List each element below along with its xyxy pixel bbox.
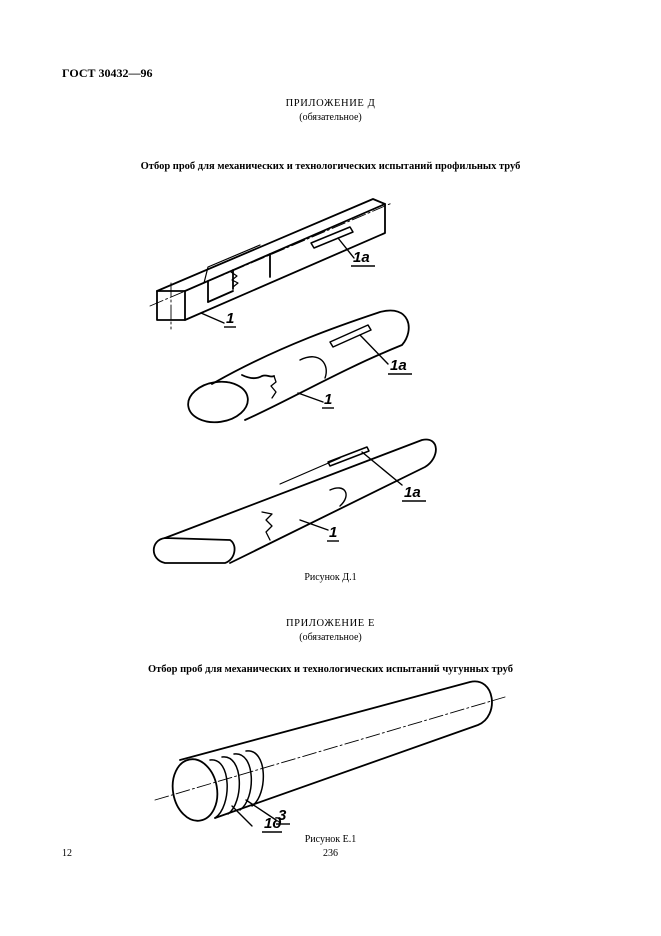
flat-oval-tube-drawing	[154, 440, 436, 563]
appendix-d-heading: ПРИЛОЖЕНИЕ Д	[285, 98, 376, 109]
figure-d1-caption: Рисунок Д.1	[304, 572, 357, 583]
label-1d: 1д	[264, 815, 282, 832]
standard-header: ГОСТ 30432—96	[62, 66, 153, 80]
square-tube-drawing	[157, 199, 385, 320]
label-1a-square: 1а	[353, 249, 370, 266]
appendix-d-status: (обязательное)	[299, 112, 362, 123]
label-3: 3	[278, 807, 287, 824]
page-number-left: 12	[62, 848, 72, 859]
cast-iron-tube-drawing	[168, 681, 492, 824]
label-1-oval: 1	[324, 391, 333, 408]
page-number-center: 236	[323, 848, 338, 859]
label-1a-flat: 1а	[404, 484, 421, 501]
figure-e1-caption: Рисунок Е.1	[304, 834, 357, 845]
oval-tube-drawing	[186, 311, 409, 426]
appendix-e-status: (обязательное)	[299, 632, 362, 643]
label-1-square: 1	[226, 310, 235, 327]
appendix-e-title: Отбор проб для механических и технологических испытаний чугунных труб	[147, 664, 514, 675]
label-1a-oval: 1а	[390, 357, 407, 374]
appendix-d-title: Отбор проб для механических и технологических испытаний профильных труб	[140, 161, 521, 172]
appendix-e-heading: ПРИЛОЖЕНИЕ Е	[285, 618, 376, 629]
label-1-flat: 1	[329, 524, 338, 541]
